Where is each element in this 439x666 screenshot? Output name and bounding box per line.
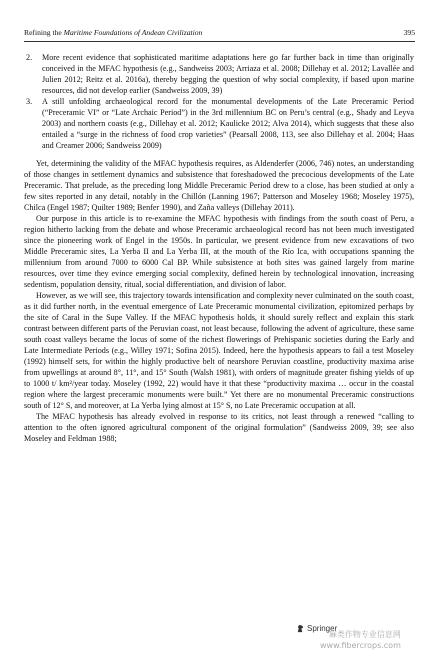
page-number: 395 xyxy=(403,28,415,37)
paragraph: Yet, determining the validity of the MFAC hypothesis requires, as Aldenderfer (2006, 746) notes, an understanding of those changes in settlement dynamics and subsistence that foreshadowed the precocious developments of the Late Preceramic. That prelude, as the preceding long Middle Preceramic Period drew to a close, has been studied at only a few sites reported in any detail, notably in the Chillón (Lanning 1967; Patterson and Moseley 1968; Moseley 1975), Chilca (Engel 1987; Quilter 1989; Benfer 1990), and Zaña valleys (Dillehay 2011). xyxy=(24,159,414,212)
paragraph: Our purpose in this article is to re-examine the MFAC hypothesis with findings from the south coast of Peru, a region hitherto lacking from the debate and whose Preceramic archaeological record has not been much investigated since the pioneering work of Engel in the 1950s. In particular, we present evidence from new excavations of two Middle Preceramic sites, La Yerba II and La Yerba III, at the mouth of the Río Ica, with occupations spanning the millennium from around 7000 to 6000 Cal BP. While subsistence at both sites was gained largely from marine resources, over time they evince emerging social complexity, defined herein by technological innovation, increasing sedentism, population density, ritual, social differentiation, and division of labor. xyxy=(24,214,414,289)
list-item: 2. More recent evidence that sophisticated maritime adaptations here go far further back in time than originally conceived in the MFAC hypothesis (e.g., Sandweiss 2003; Arriaza et al. 2008; Dillehay et al. 2012; Lavallée and Julien 2012; Reitz et al. 2016a), thereby begging the question of why social complexity, if based upon marine resources, did not develop earlier (Sandweiss 2009, 39) xyxy=(26,53,414,95)
list-item: 3. A still unfolding archaeological record for the monumental developments of the Late Preceramic Period (“Preceramic VI” or “Late Archaic Period”) in the 3rd millennium BC on Peru’s central (e.g., Shady and Leyva 2003) and northern coasts (e.g., Dillehay et al. 2012; Kaulicke 2012; Alva 2014), which suggests that these also entailed a “surge in the richness of food crop varieties” (Pearsall 2008, 113, see also Dillehay et al. 2004; Haas and Creamer 2006; Sandweiss 2009) xyxy=(26,97,414,150)
numbered-list xyxy=(24,52,414,151)
running-header xyxy=(24,27,415,42)
running-title: Refining the Maritime Foundations of Andean Civilization xyxy=(24,28,203,37)
paragraph: However, as we will see, this trajectory towards intensification and complexity never culminated on the south coast, as it did further north, in the eventual emergence of Late Preceramic monumental civilization, epitomized perhaps by the site of Caral in the Supe Valley. If the MFAC hypothesis holds, it should surely reflect and explain this stark contrast between different parts of the Peruvian coast, not least because, following the advent of agriculture, these same south coast valleys became the locus of some of the richest flowerings of Prehispanic societies during the Early and Late Intermediate Periods (e.g., Willey 1971; Sofina 2015). Indeed, here the hypothesis appears to fail a test Moseley (1992) himself sets, for within the highly productive belt of nearshore Peruvian coastline, productivity maxima arise from upwellings at around 8°, 11°, and 15° South (Walsh 1981), with orders of magnitude greater fishing yields of up to 1000 t/ km²/year today. Moseley (1992, 22) would have it that these “productivity maxima … occur in the coastal region where the largest preceramic monuments were built.” Yet there are no monumental Preceramic constructions south of 12° S, and moreover, at La Yerba lying almost at 15° S, no Late Preceramic occupation at all. xyxy=(24,291,414,410)
article-body xyxy=(24,52,414,444)
publisher-logo: Springer xyxy=(296,624,337,633)
paragraph: The MFAC hypothesis has already evolved in response to its critics, not least through a renewed “calling to attention to the often ignored agricultural component of the original formulation” (Sandweiss 2009, 39; see also Moseley and Feldman 1988; xyxy=(24,412,414,443)
watermark: 麻类作物专业信息网 www.fibercrops.com xyxy=(320,630,401,650)
horse-icon xyxy=(296,624,305,633)
